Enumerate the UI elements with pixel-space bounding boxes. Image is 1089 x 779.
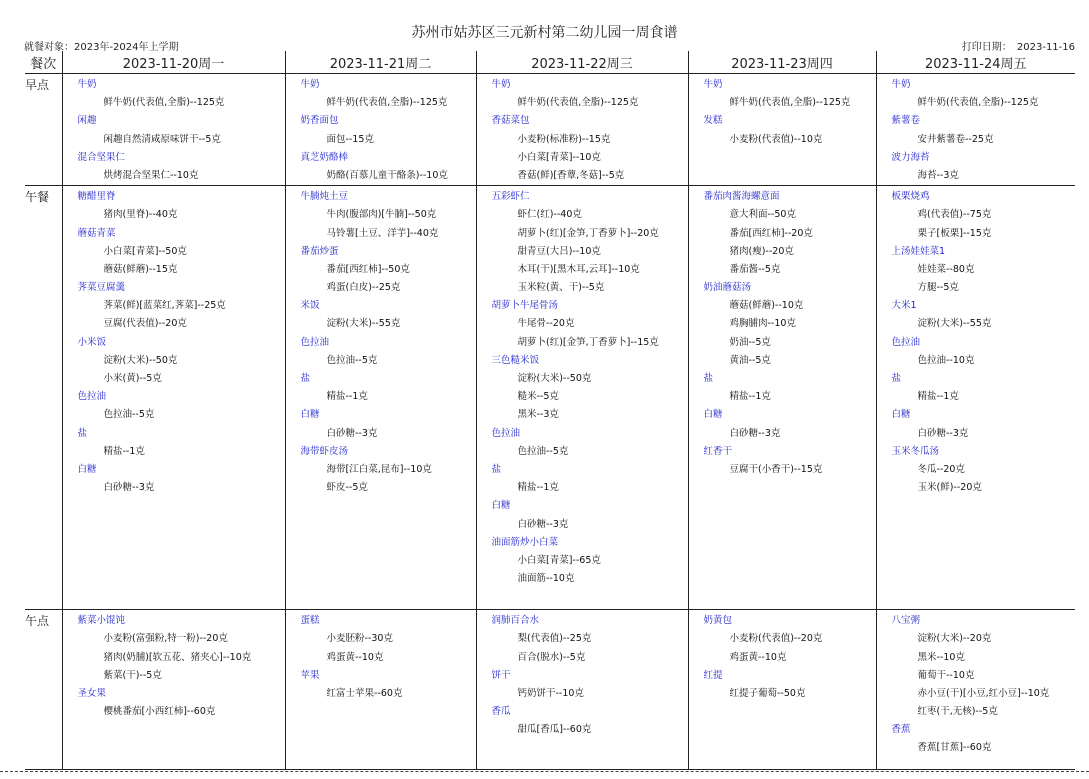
dish xyxy=(492,112,688,185)
ingredient: 糙米--5克 xyxy=(517,391,559,403)
dish xyxy=(892,334,1076,370)
dish-name: 牛奶 xyxy=(703,79,723,90)
ingredient: 猪肉(奶脯)[软五花、猪夹心]--10克 xyxy=(103,651,252,663)
menu-cell xyxy=(876,186,1075,610)
dish xyxy=(704,76,876,112)
dish xyxy=(301,112,476,148)
ingredient: 鸡蛋黄--10克 xyxy=(326,651,384,663)
ingredient: 黑米--10克 xyxy=(917,651,965,663)
dish xyxy=(301,443,476,498)
dish xyxy=(704,612,876,667)
ingredient: 钙奶饼干--10克 xyxy=(517,687,584,699)
dish xyxy=(892,243,1076,298)
dish xyxy=(492,297,688,352)
ingredient: 面包--15克 xyxy=(326,133,374,145)
ingredient: 精盐--1克 xyxy=(103,445,145,457)
menu-cell xyxy=(285,186,476,610)
dish xyxy=(301,406,476,442)
ingredient: 奶油--5克 xyxy=(729,336,771,348)
diners-label: 就餐对象：2023年-2024年上学期 xyxy=(24,42,179,53)
ingredient: 小麦粉(代表值)--20克 xyxy=(729,633,823,645)
dish xyxy=(892,612,1076,721)
dish-name: 奶香面包 xyxy=(300,115,339,127)
menu-cell xyxy=(476,186,688,610)
ingredient: 牛肉(腹部肉)[牛腩]--50克 xyxy=(326,209,437,221)
dish xyxy=(892,721,1076,757)
dish xyxy=(704,667,876,703)
dish-name: 香瓜 xyxy=(491,706,511,718)
ingredient: 小白菜[青菜]--50克 xyxy=(103,245,187,257)
dish-name: 板栗烧鸡 xyxy=(891,191,930,203)
page-bottom-divider xyxy=(0,771,1089,772)
ingredient: 淀粉(大米)--55克 xyxy=(326,318,401,330)
ingredient: 鲜牛奶(代表值,全脂)--125克 xyxy=(729,97,851,109)
ingredient: 小白菜[青菜]--65克 xyxy=(517,554,601,566)
ingredient: 胡萝卜(红)[金笋,丁香萝卜]--15克 xyxy=(517,336,659,348)
ingredient: 娃娃菜--80克 xyxy=(917,263,975,275)
meal-name: 早点 xyxy=(25,74,62,186)
ingredient: 猪肉(瘦)--20克 xyxy=(729,245,794,257)
day-header: 2023-11-21周二 xyxy=(285,51,476,74)
dish-name: 奶油蘑菇汤 xyxy=(703,282,752,294)
dish xyxy=(78,388,285,424)
ingredient: 精盐--1克 xyxy=(729,391,771,403)
dish-name: 蛋糕 xyxy=(300,615,320,627)
ingredient: 淀粉(大米)--50克 xyxy=(103,354,178,366)
dish-name: 番茄炒蛋 xyxy=(300,245,339,257)
dish xyxy=(78,112,285,148)
ingredient: 色拉油--10克 xyxy=(917,354,975,366)
dish-name: 色拉油 xyxy=(77,391,107,403)
ingredient: 淀粉(大米)--50克 xyxy=(517,373,592,384)
ingredient: 虾仁(红)--40克 xyxy=(517,209,582,221)
dish xyxy=(704,279,876,370)
dish-name: 白糖 xyxy=(300,409,320,421)
dish-name: 上汤娃娃菜1 xyxy=(891,245,946,257)
dish-name: 色拉油 xyxy=(891,336,921,348)
dish-name: 紫薯卷 xyxy=(891,115,921,127)
ingredient: 小麦粉(富强粉,特一粉)--20克 xyxy=(103,633,228,645)
dish xyxy=(892,76,1076,112)
dish xyxy=(892,443,1076,498)
dish-name: 盐 xyxy=(300,373,311,384)
dish xyxy=(704,443,876,479)
ingredient: 荠菜(鲜)[蓝菜红,荠菜]--25克 xyxy=(103,300,226,312)
day-header: 2023-11-24周五 xyxy=(876,51,1075,74)
dish-name: 八宝粥 xyxy=(891,615,921,627)
dish xyxy=(301,334,476,370)
dish xyxy=(892,188,1076,243)
meal-name: 午餐 xyxy=(25,186,62,610)
menu-cell xyxy=(688,74,876,186)
dish xyxy=(301,76,476,112)
dish-name: 白糖 xyxy=(891,409,911,421)
dish xyxy=(704,406,876,442)
ingredient: 鸡蛋黄--10克 xyxy=(729,651,787,663)
ingredient: 鸡胸脯肉--10克 xyxy=(729,318,796,330)
ingredient: 色拉油--5克 xyxy=(517,445,569,457)
dish xyxy=(892,149,1076,185)
meal-column-header: 餐次 xyxy=(25,51,62,74)
ingredient: 番茄酱--5克 xyxy=(729,263,781,275)
ingredient: 红枣(干,无核)--5克 xyxy=(917,706,998,718)
ingredient: 精盐--1克 xyxy=(326,391,368,403)
dish-name: 盐 xyxy=(77,427,88,439)
ingredient: 虾皮--5克 xyxy=(326,482,368,494)
dish xyxy=(492,667,688,703)
ingredient: 淀粉(大米)--55克 xyxy=(917,318,992,330)
ingredient: 葡萄干--10克 xyxy=(917,669,975,681)
menu-cell xyxy=(876,610,1075,770)
dish xyxy=(78,334,285,389)
dish xyxy=(892,297,1076,333)
ingredient: 方腿--5克 xyxy=(917,282,959,294)
ingredient: 木耳(干)[黑木耳,云耳]--10克 xyxy=(517,263,640,275)
page-title: 苏州市姑苏区三元新村第二幼儿园一周食谱 xyxy=(411,25,678,41)
menu-cell xyxy=(476,610,688,770)
menu-cell xyxy=(285,610,476,770)
dish xyxy=(78,279,285,334)
ingredient: 梨(代表值)--25克 xyxy=(517,633,592,645)
ingredient: 玉米粒(黄、干)--5克 xyxy=(517,282,605,294)
ingredient: 甜瓜[香瓜]--60克 xyxy=(517,724,592,736)
dish-name: 牛腩炖土豆 xyxy=(300,191,349,203)
ingredient: 鸡蛋(白皮)--25克 xyxy=(326,282,401,294)
ingredient: 白砂糖--3克 xyxy=(917,427,969,439)
ingredient: 意大利面--50克 xyxy=(729,209,796,221)
dish xyxy=(301,149,476,185)
ingredient: 百合(脱水)--5克 xyxy=(517,651,586,663)
dish-name: 苹果 xyxy=(300,669,320,681)
ingredient: 白砂糖--3克 xyxy=(517,518,569,530)
dish-name: 圣女果 xyxy=(77,687,107,699)
dish xyxy=(301,297,476,333)
dish-name: 牛奶 xyxy=(891,79,911,90)
dish-name: 番茄肉酱海螺意面 xyxy=(703,191,780,203)
dish-name: 糖醋里脊 xyxy=(77,191,116,203)
dish-name: 香菇菜包 xyxy=(491,115,530,127)
ingredient: 色拉油--5克 xyxy=(103,409,155,421)
dish-name: 米饭 xyxy=(300,300,320,312)
ingredient: 豆腐干(小香干)--15克 xyxy=(729,463,823,475)
dish-name: 红香干 xyxy=(703,445,733,457)
dish xyxy=(704,188,876,279)
ingredient: 闲趣自然清咸原味饼干--5克 xyxy=(103,133,221,145)
dish xyxy=(892,370,1076,406)
ingredient: 精盐--1克 xyxy=(517,482,559,494)
dish-name: 荠菜豆腐羹 xyxy=(77,282,126,294)
dish-name: 盐 xyxy=(491,463,502,475)
ingredient: 红提子葡萄--50克 xyxy=(729,687,806,699)
dish-name: 波力海苔 xyxy=(891,151,930,163)
dish xyxy=(301,667,476,703)
dish-name: 蘑菇青菜 xyxy=(77,227,116,239)
dish xyxy=(892,112,1076,148)
dish xyxy=(78,425,285,461)
dish-name: 盐 xyxy=(703,373,714,384)
dish-name: 润肺百合水 xyxy=(491,615,540,627)
dish xyxy=(492,76,688,112)
dish-name: 白糖 xyxy=(491,500,511,512)
ingredient: 海带[江白菜,昆布]--10克 xyxy=(326,463,432,475)
dish-name: 白糖 xyxy=(77,463,97,475)
ingredient: 烘烤混合坚果仁--10克 xyxy=(103,169,199,181)
meal-row xyxy=(25,74,1075,186)
dish-name: 小米饭 xyxy=(77,336,107,348)
meal-row xyxy=(25,186,1075,610)
ingredient: 小麦胚粉--30克 xyxy=(326,633,393,645)
dish-name: 奶黄包 xyxy=(703,615,733,627)
ingredient: 蘑菇(鲜蘑)--10克 xyxy=(729,300,804,312)
day-header: 2023-11-23周四 xyxy=(688,51,876,74)
weekly-menu-table xyxy=(25,51,1075,770)
dish xyxy=(892,406,1076,442)
dish xyxy=(492,703,688,739)
ingredient: 鲜牛奶(代表值,全脂)--125克 xyxy=(103,97,225,109)
ingredient: 小麦粉(代表值)--10克 xyxy=(729,133,823,145)
dish-name: 海带虾皮汤 xyxy=(300,445,349,457)
ingredient: 鲜牛奶(代表值,全脂)--125克 xyxy=(326,97,448,109)
dish-name: 饼干 xyxy=(491,669,511,681)
dish-name: 发糕 xyxy=(703,115,723,127)
menu-cell xyxy=(688,186,876,610)
dish xyxy=(301,612,476,667)
ingredient: 白砂糖--3克 xyxy=(326,427,378,439)
dish-name: 红提 xyxy=(703,669,723,681)
dish xyxy=(301,370,476,406)
dish xyxy=(78,76,285,112)
ingredient: 香蕉[甘蕉]--60克 xyxy=(917,742,992,754)
dish-name: 白糖 xyxy=(703,409,723,421)
ingredient: 玉米(鲜)--20克 xyxy=(917,482,982,494)
dish-name: 香蕉 xyxy=(891,724,911,736)
ingredient: 番茄[西红柿]--50克 xyxy=(326,263,410,275)
ingredient: 栗子[板栗]--15克 xyxy=(917,227,992,239)
ingredient: 海苔--3克 xyxy=(917,169,959,181)
dish xyxy=(492,612,688,667)
dish xyxy=(704,370,876,406)
ingredient: 奶酪(百慕儿童干酪条)--10克 xyxy=(326,169,448,181)
ingredient: 香菇(鲜)[香蕈,冬菇]--5克 xyxy=(517,169,625,181)
dish xyxy=(78,612,285,685)
ingredient: 白砂糖--3克 xyxy=(103,482,155,494)
ingredient: 小白菜[青菜]--10克 xyxy=(517,151,601,163)
dish xyxy=(492,534,688,589)
menu-cell xyxy=(688,610,876,770)
ingredient: 猪肉(里脊)--40克 xyxy=(103,209,178,221)
dish xyxy=(78,225,285,280)
dish xyxy=(492,497,688,533)
dish xyxy=(78,188,285,224)
dish-name: 大米1 xyxy=(891,300,917,312)
dish-name: 三色糙米饭 xyxy=(491,354,540,366)
dish xyxy=(492,352,688,425)
dish-name: 盐 xyxy=(891,373,902,384)
ingredient: 小米(黄)--5克 xyxy=(103,373,162,384)
ingredient: 鲜牛奶(代表值,全脂)--125克 xyxy=(917,97,1039,109)
menu-cell xyxy=(876,74,1075,186)
header-row xyxy=(25,51,1075,74)
dish-name: 闲趣 xyxy=(77,115,97,127)
ingredient: 油面筋--10克 xyxy=(517,573,575,585)
ingredient: 白砂糖--3克 xyxy=(729,427,781,439)
menu-cell xyxy=(62,186,285,610)
dish-name: 五彩虾仁 xyxy=(491,191,530,203)
ingredient: 淀粉(大米)--20克 xyxy=(917,633,992,645)
print-date: 打印日期： 2023-11-16 xyxy=(961,42,1075,53)
ingredient: 番茄[西红柿]--20克 xyxy=(729,227,813,239)
ingredient: 红富士苹果--60克 xyxy=(326,687,403,699)
dish-name: 油面筋炒小白菜 xyxy=(491,536,559,548)
ingredient: 樱桃番茄[小西红柿]--60克 xyxy=(103,706,216,718)
dish-name: 紫菜小馄饨 xyxy=(77,615,126,627)
ingredient: 蘑菇(鲜蘑)--15克 xyxy=(103,263,178,275)
menu-cell xyxy=(62,610,285,770)
ingredient: 冬瓜--20克 xyxy=(917,463,965,475)
dish xyxy=(492,188,688,297)
dish-name: 色拉油 xyxy=(491,427,521,439)
ingredient: 黑米--3克 xyxy=(517,409,559,421)
dish-name: 牛奶 xyxy=(77,79,97,90)
ingredient: 安井紫薯卷--25克 xyxy=(917,133,994,145)
menu-cell xyxy=(476,74,688,186)
menu-cell xyxy=(285,74,476,186)
ingredient: 紫菜(干)--5克 xyxy=(103,669,162,681)
ingredient: 小麦粉(标准粉)--15克 xyxy=(517,133,611,145)
dish-name: 混合坚果仁 xyxy=(77,151,126,163)
meal-row xyxy=(25,610,1075,770)
ingredient: 马铃薯[土豆、洋芋]--40克 xyxy=(326,227,439,239)
ingredient: 黄油--5克 xyxy=(729,354,771,366)
ingredient: 色拉油--5克 xyxy=(326,354,378,366)
ingredient: 鲜牛奶(代表值,全脂)--125克 xyxy=(517,97,639,109)
day-header: 2023-11-22周三 xyxy=(476,51,688,74)
dish xyxy=(78,685,285,721)
dish-name: 玉米冬瓜汤 xyxy=(891,445,940,457)
meal-name: 午点 xyxy=(25,610,62,770)
ingredient: 牛尾骨--20克 xyxy=(517,318,575,330)
dish-name: 牛奶 xyxy=(491,79,511,90)
menu-cell xyxy=(62,74,285,186)
dish xyxy=(492,425,688,461)
dish xyxy=(301,243,476,298)
dish-name: 牛奶 xyxy=(300,79,320,90)
dish xyxy=(492,461,688,497)
ingredient: 鸡(代表值)--75克 xyxy=(917,209,992,221)
dish xyxy=(704,112,876,148)
dish-name: 真芝奶酪棒 xyxy=(300,151,349,163)
dish xyxy=(301,188,476,243)
ingredient: 胡萝卜(红)[金笋,丁香萝卜]--20克 xyxy=(517,227,659,239)
dish-name: 色拉油 xyxy=(300,336,330,348)
ingredient: 赤小豆(干)[小豆,红小豆]--10克 xyxy=(917,687,1050,699)
ingredient: 精盐--1克 xyxy=(917,391,959,403)
day-header: 2023-11-20周一 xyxy=(62,51,285,74)
ingredient: 甜青豆(大吕)--10克 xyxy=(517,245,601,257)
dish xyxy=(78,461,285,497)
ingredient: 豆腐(代表值)--20克 xyxy=(103,318,187,330)
dish-name: 胡萝卜牛尾骨汤 xyxy=(491,300,559,312)
dish xyxy=(78,149,285,185)
